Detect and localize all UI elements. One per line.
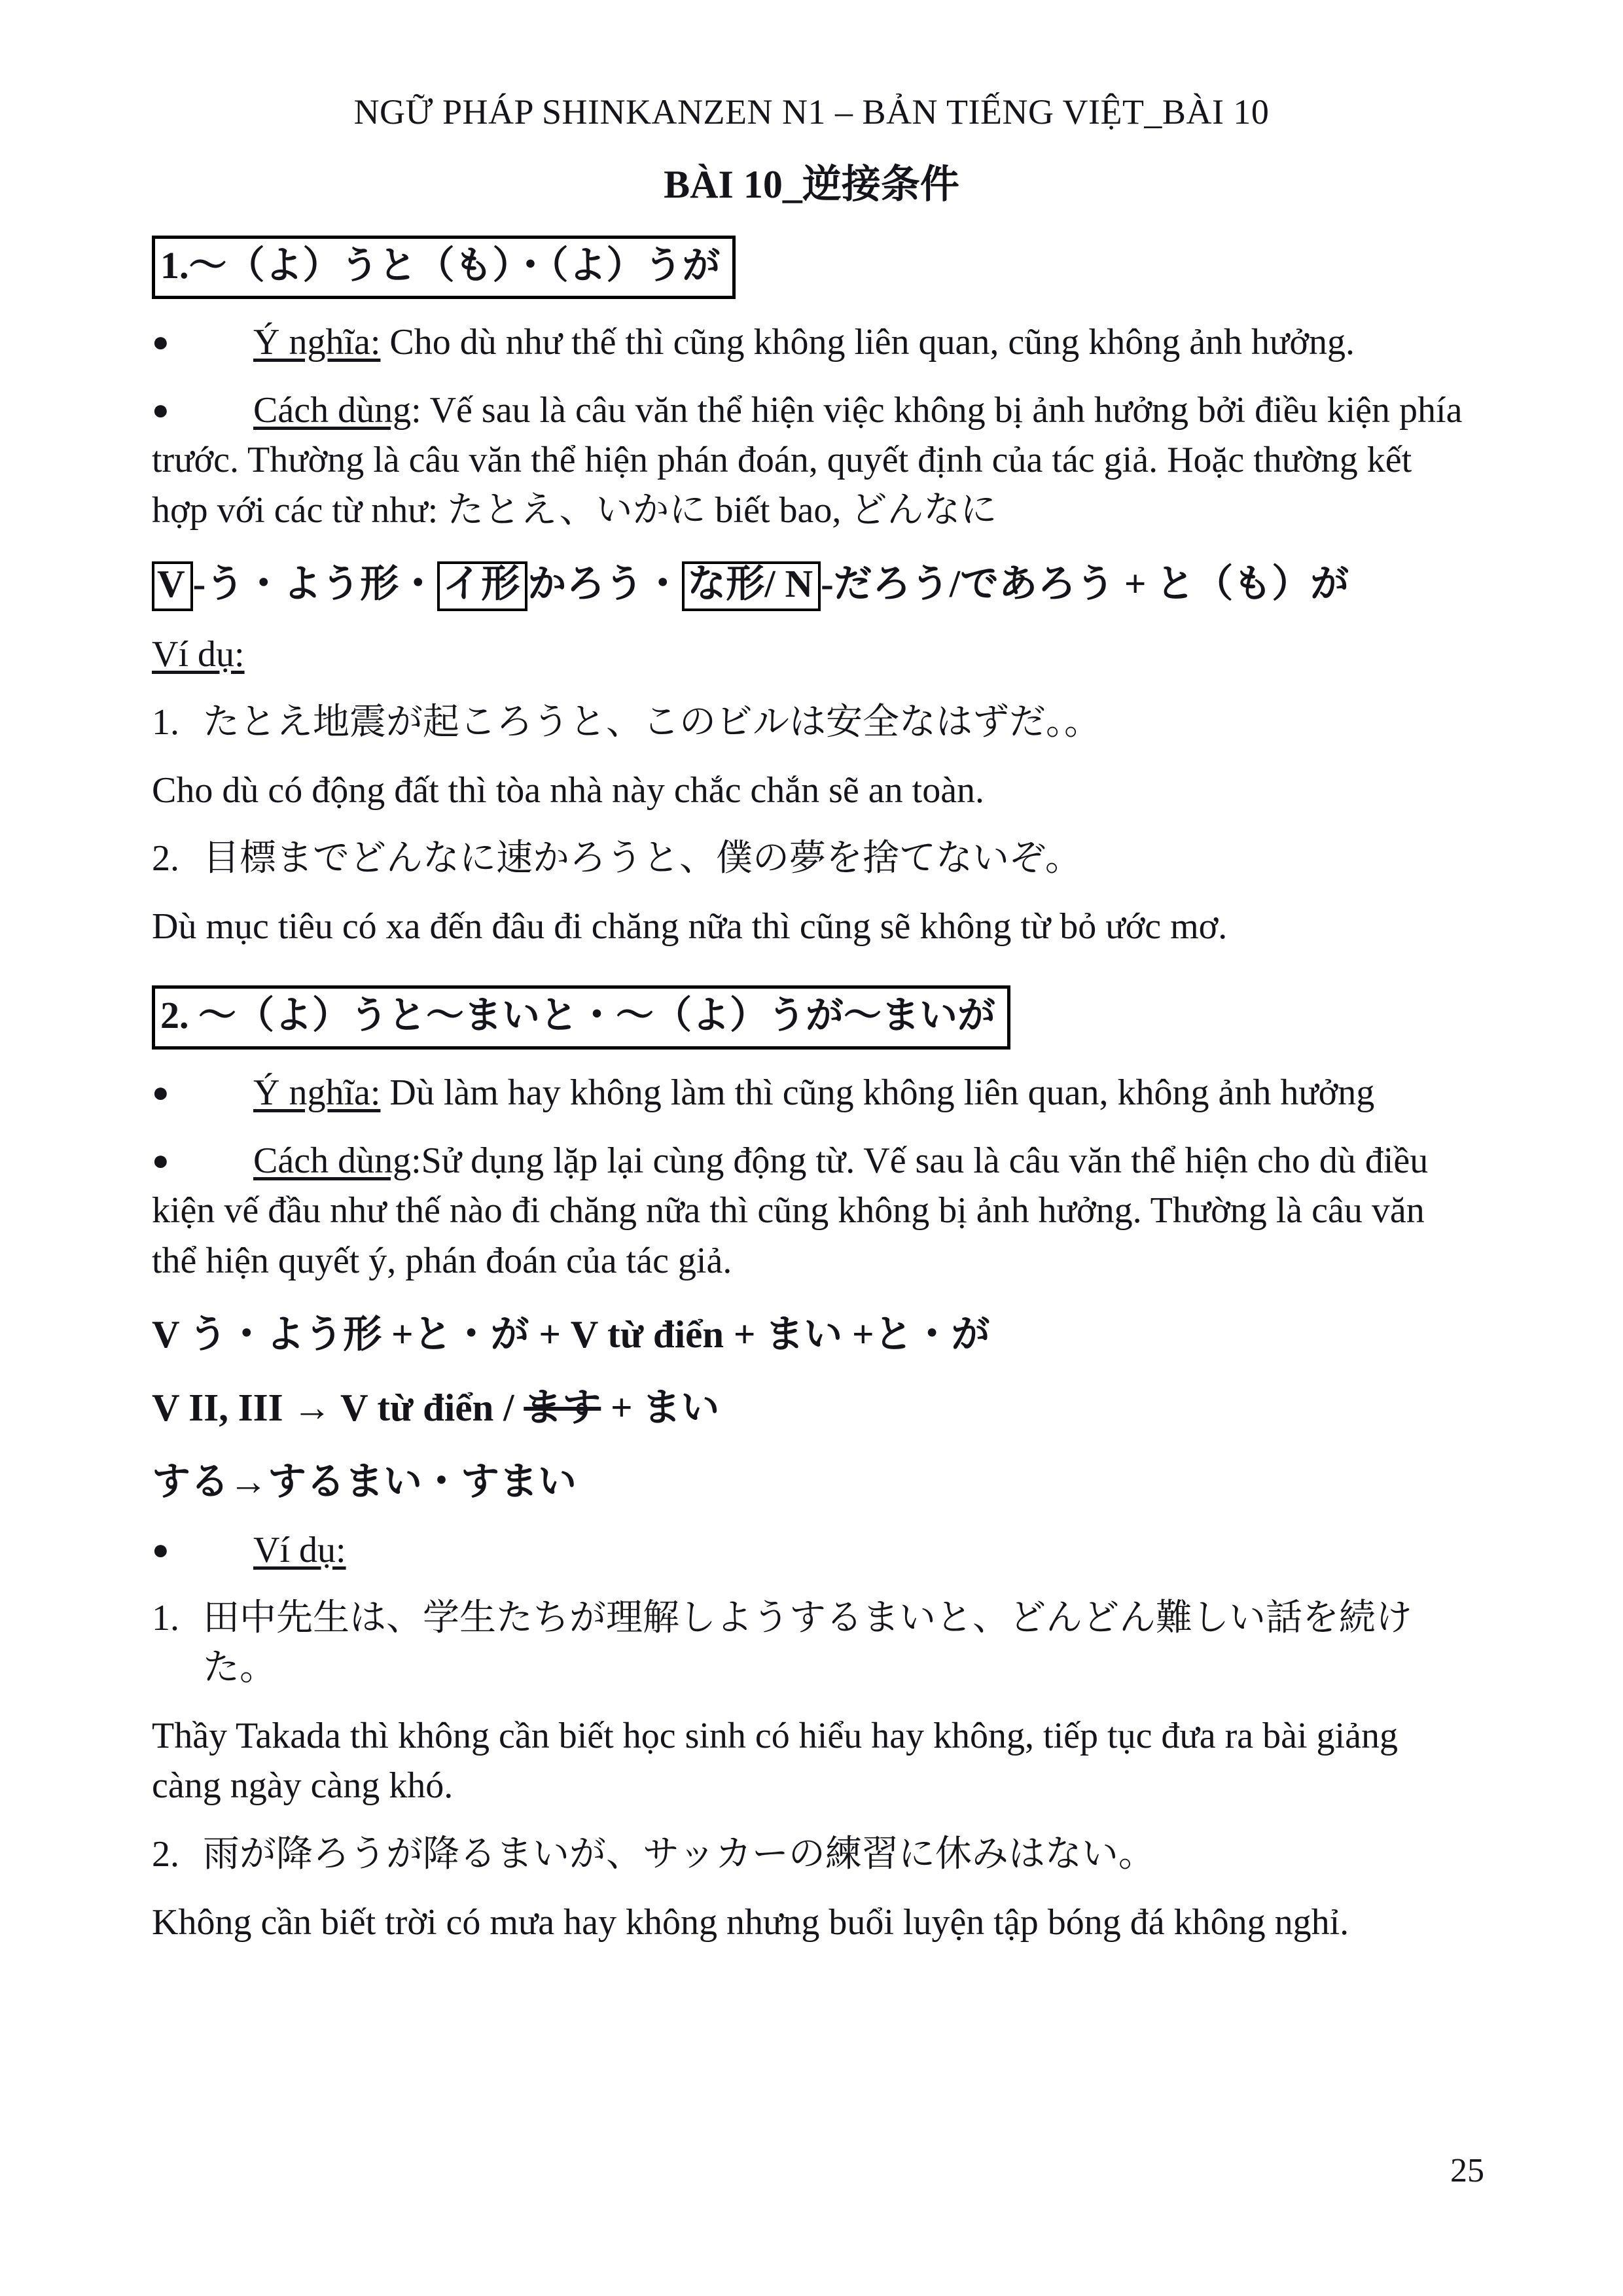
section2-usage-text: :Sử dụng lặp lại cùng động từ. Vế sau là câu văn thể hiện cho dù điều kiện vế đầu như thế nào đi chăng nữa thì cũng không bị ảnh hưởng. Thường là câu văn thể hiện quyết ý, phán đoán của tác giả. xyxy=(152,1140,1429,1281)
section1-heading: 1.～（よ）うと（も）・（よ）うが xyxy=(160,243,721,287)
section1-vidu-label: Ví dụ: xyxy=(152,633,245,675)
section2-example2-translation: Không cần biết trời có mưa hay không nhưng buổi luyện tập bóng đá không nghỉ. xyxy=(152,1901,1349,1943)
section2-vidu-heading xyxy=(152,1525,1471,1575)
formula-segment: V II, III → V từ điển / xyxy=(152,1386,524,1430)
section2-example1-japanese xyxy=(152,1593,1471,1693)
page-number: 25 xyxy=(1450,2152,1484,2189)
section1-usage-text: : Vế sau là câu văn thể hiện việc không bị ảnh hưởng bởi điều kiện phía trước. Thường là câu văn thể hiện phán đoán, quyết định của tác giả. Hoặc thường kết hợp với các từ như: たとえ、いかに biết bao, どんなに xyxy=(152,390,1463,531)
section2-meaning-text: Dù làm hay không làm thì cũng không liên quan, không ảnh hưởng xyxy=(380,1072,1375,1114)
document-header: NGỮ PHÁP SHINKANZEN N1 – BẢN TIẾNG VIỆT_BÀI 10 xyxy=(353,92,1270,132)
section2-usage-paragraph xyxy=(152,1136,1471,1285)
section1-example2-japanese xyxy=(152,834,1471,883)
section1-meaning-paragraph xyxy=(152,317,1471,367)
section2-vidu-label: Ví dụ: xyxy=(253,1529,346,1570)
formula-segment: かろう・ xyxy=(527,561,683,605)
section2-heading: 2. ～（よ）うと～まいと・～（よ）うが～まいが xyxy=(160,994,996,1037)
section1-example1-translation: Cho dù có động đất thì tòa nhà này chắc chắn sẽ an toàn. xyxy=(152,769,985,811)
bullet-icon: ● xyxy=(152,1144,169,1177)
section1-meaning-text: Cho dù như thế thì cũng không liên quan, cũng không ảnh hưởng. xyxy=(380,322,1355,363)
bullet-icon: ● xyxy=(152,394,169,427)
formula-segment: + まい xyxy=(601,1386,720,1430)
example-number: 2. xyxy=(152,1833,179,1875)
formula-struck-masu: ます xyxy=(524,1386,601,1430)
formula-box-na-adj-noun: な形/ N xyxy=(682,561,821,611)
section1-vidu-heading xyxy=(152,629,1471,679)
section2-grammar-formula-3: する→するまい・すまい xyxy=(152,1460,577,1504)
section1-usage-label: Cách dùng xyxy=(253,390,412,431)
bullet-icon: ● xyxy=(152,326,169,359)
section2-grammar-formula-1: V う・よう形 +と・が + V từ điển + まい +と・が xyxy=(152,1312,990,1356)
example-number: 1. xyxy=(152,1597,179,1638)
section1-example1-japanese xyxy=(152,698,1471,747)
formula-segment: -だろう/であろう + と（も）が xyxy=(821,561,1349,605)
example-japanese-text: 目標までどんなに速かろうと、僕の夢を捨てないぞ。 xyxy=(203,838,1082,879)
example-number: 2. xyxy=(152,838,179,879)
formula-segment: -う・よう形・ xyxy=(192,561,438,605)
example-number: 1. xyxy=(152,701,179,743)
section2-meaning-label: Ý nghĩa: xyxy=(253,1072,381,1114)
section1-example2-translation: Dù mục tiêu có xa đến đâu đi chăng nữa thì cũng sẽ không từ bỏ ước mơ. xyxy=(152,906,1228,947)
section2-example1-translation: Thầy Takada thì không cần biết học sinh có hiểu hay không, tiếp tục đưa ra bài giảng càng ngày càng khó. xyxy=(152,1716,1398,1807)
section2-heading-box xyxy=(152,985,1010,1050)
section2-example2-japanese xyxy=(152,1829,1471,1879)
section2-meaning-paragraph xyxy=(152,1068,1471,1118)
bullet-icon: ● xyxy=(152,1533,169,1566)
formula-box-i-adj: イ形 xyxy=(437,561,527,611)
section1-grammar-formula xyxy=(152,559,1471,611)
section1-meaning-label: Ý nghĩa: xyxy=(253,322,381,363)
section2-heading-row xyxy=(152,985,1471,1050)
section1-heading-row xyxy=(152,236,1471,300)
section2-grammar-formula-2 xyxy=(152,1383,1471,1433)
section1-usage-paragraph xyxy=(152,385,1471,535)
example-japanese-text: 田中先生は、学生たちが理解しようするまいと、どんどん難しい話を続けた。 xyxy=(203,1597,1412,1689)
bullet-icon: ● xyxy=(152,1076,169,1109)
example-japanese-text: たとえ地震が起ころうと、このビルは安全なはずだ。。 xyxy=(203,701,1101,743)
formula-box-v: V xyxy=(152,561,193,611)
example-japanese-text: 雨が降ろうが降るまいが、サッカーの練習に休みはない。 xyxy=(203,1833,1155,1875)
section1-heading-box xyxy=(152,236,736,300)
section2-usage-label: Cách dùng xyxy=(253,1140,412,1182)
page-title: BÀI 10_逆接条件 xyxy=(664,162,959,206)
